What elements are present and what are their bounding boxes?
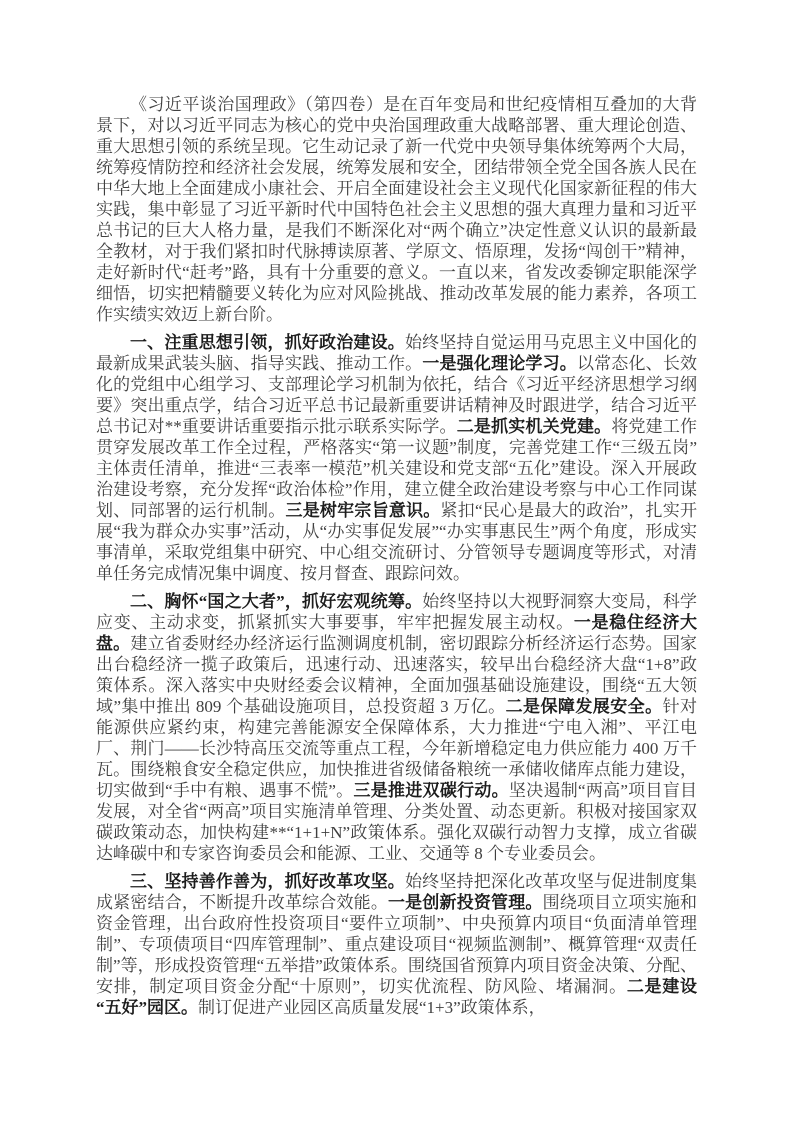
emphasis-run: 三是推进双碳行动。 — [353, 781, 509, 800]
emphasis-run: 一是创新投资管理。 — [388, 893, 543, 912]
emphasis-run: 二是建设“五好”园区。 — [96, 977, 698, 1017]
emphasis-run: 二、胸怀“国之大者”，抓好宏观统筹。 — [130, 592, 423, 611]
emphasis-run: 二是抓实机关党建。 — [456, 417, 612, 436]
text-run: 制订促进产业园区高质量发展“1+3”政策体系， — [198, 998, 546, 1017]
text-run: 以常态化、长效化的党组中心组学习、支部理论学习机制为依托，结合《习近平经济思想学习纲要》突出重点学，结合习近平总书记最新重要讲话精神及时跟进学，结合习近平总书记对**重要讲话重要指示批示联系实际学。 — [96, 354, 698, 436]
emphasis-run: 一是强化理论学习。 — [422, 354, 577, 373]
text-run: 始终坚持以大视野洞察大变局，科学应变、主动求变，抓紧抓实大事要事，牢牢把握发展主动权。 — [96, 592, 698, 632]
text-run: 紧扣“民心是最大的政治”，扎实开展“我为群众办实事”活动，从“办实事促发展”“办实事惠民生”两个角度，形成实事清单，采取党组集中研究、中心组交流研讨、分管领导专题调度等形式，对清单任务完成情况集中调度、按月督查、跟踪问效。 — [96, 501, 698, 583]
text-run: 《习近平谈治国理政》（第四卷）是在百年变局和世纪疫情相互叠加的大背景下，对以习近平同志为核心的党中央治国理政重大战略部署、重大理论创造、重大思想引领的系统呈现。它生动记录了新一代党中央领导集体统筹两个大局，统筹疫情防控和经济社会发展，统筹发展和安全，团结带领全党全国各族人民在中华大地上全面建成小康社会、开启全面建设社会主义现代化国家新征程的伟大实践，集中彰显了习近平新时代中国特色社会主义思想的强大真理力量和习近平总书记的巨大人格力量，是我们不断深化对“两个确立”决定性意义认识的最新最全教材，对于我们紧扣时代脉搏读原著、学原文、悟原理，发扬“闯创干”精神，走好新时代“赶考”路，具有十分重要的意义。一直以来，省发改委铆定职能深学细悟，切实把精髓要义转化为应对风险挑战、推动改革发展的能力素养，各项工作实绩实效迈上新台阶。 — [96, 95, 697, 324]
text-run: 始终坚持把深化改革攻坚与促进制度集成紧密结合，不断提升改革综合效能。 — [96, 872, 697, 912]
text-run: 建立省委财经办经济运行监测调度机制，密切跟踪分析经济运行态势。国家出台稳经济一揽子政策后，迅速行动、迅速落实，较早出台稳经济大盘“1+8”政策体系。深入落实中央财经委会议精神，全面加强基础设施建设，围绕“五大领域”集中推出 809 个基础设施项目，总投资超 3 万亿。 — [96, 634, 698, 716]
emphasis-run: 三是树牢宗旨意识。 — [285, 501, 441, 520]
paragraph-3 — [96, 591, 697, 864]
paragraph-2 — [96, 332, 697, 584]
text-run: 将党建工作贯穿发展改革工作全过程，严格落实“第一议题”制度，完善党建工作“三级五岗”主体责任清单，推进“三表率一模范”机关建设和党支部“五化”建设。深入开展政治建设考察，充分发挥“政治体检”作用，建立健全政治建设考察与中心工作同谋划、同部署的运行机制。 — [96, 417, 698, 520]
emphasis-run: 一、注重思想引领，抓好政治建设。 — [130, 333, 405, 352]
emphasis-run: 二是保障发展安全。 — [505, 697, 663, 716]
paragraph-4 — [96, 871, 697, 1018]
document-text-area[interactable] — [96, 94, 697, 1025]
text-run: 围绕项目立项实施和资金管理，出台政府性投资项目“要件立项制”、中央预算内项目“负面清单管理制”、专项债项目“四库管理制”、重点建设项目“视频监测制”、概算管理“双责任制”等，形成投资管理“五举措”政策体系。围绕国省预算内项目资金决策、分配、安排，制定项目资金分配“十原则”，切实优流程、防风险、堵漏洞。 — [96, 893, 698, 996]
emphasis-run: 一是稳住经济大盘。 — [96, 613, 698, 653]
paragraph-1 — [96, 94, 697, 325]
emphasis-run: 三、坚持善作善为，抓好改革攻坚。 — [130, 872, 405, 891]
text-run: 坚决遏制“两高”项目盲目发展，对全省“两高”项目实施清单管理、分类处置、动态更新。积极对接国家双碳政策动态，加快构建**“1+1+N”政策体系。强化双碳行动智力支撑，成立省碳达峰碳中和专家咨询委员会和能源、工业、交通等 8 个专业委员会。 — [96, 781, 697, 863]
text-run: 针对能源供应紧约束，构建完善能源安全保障体系，大力推进“宁电入湘”、平江电厂、荆门——长沙特高压交流等重点工程，今年新增稳定电力供应能力 400 万千瓦。围绕粮食安全稳定供应，加快推进省级储备粮统一承储收储库点能力建设，切实做到“手中有粮、遇事不慌”。 — [96, 697, 698, 800]
text-run: 始终坚持自觉运用马克思主义中国化的最新成果武装头脑、指导实践、推动工作。 — [96, 333, 697, 373]
